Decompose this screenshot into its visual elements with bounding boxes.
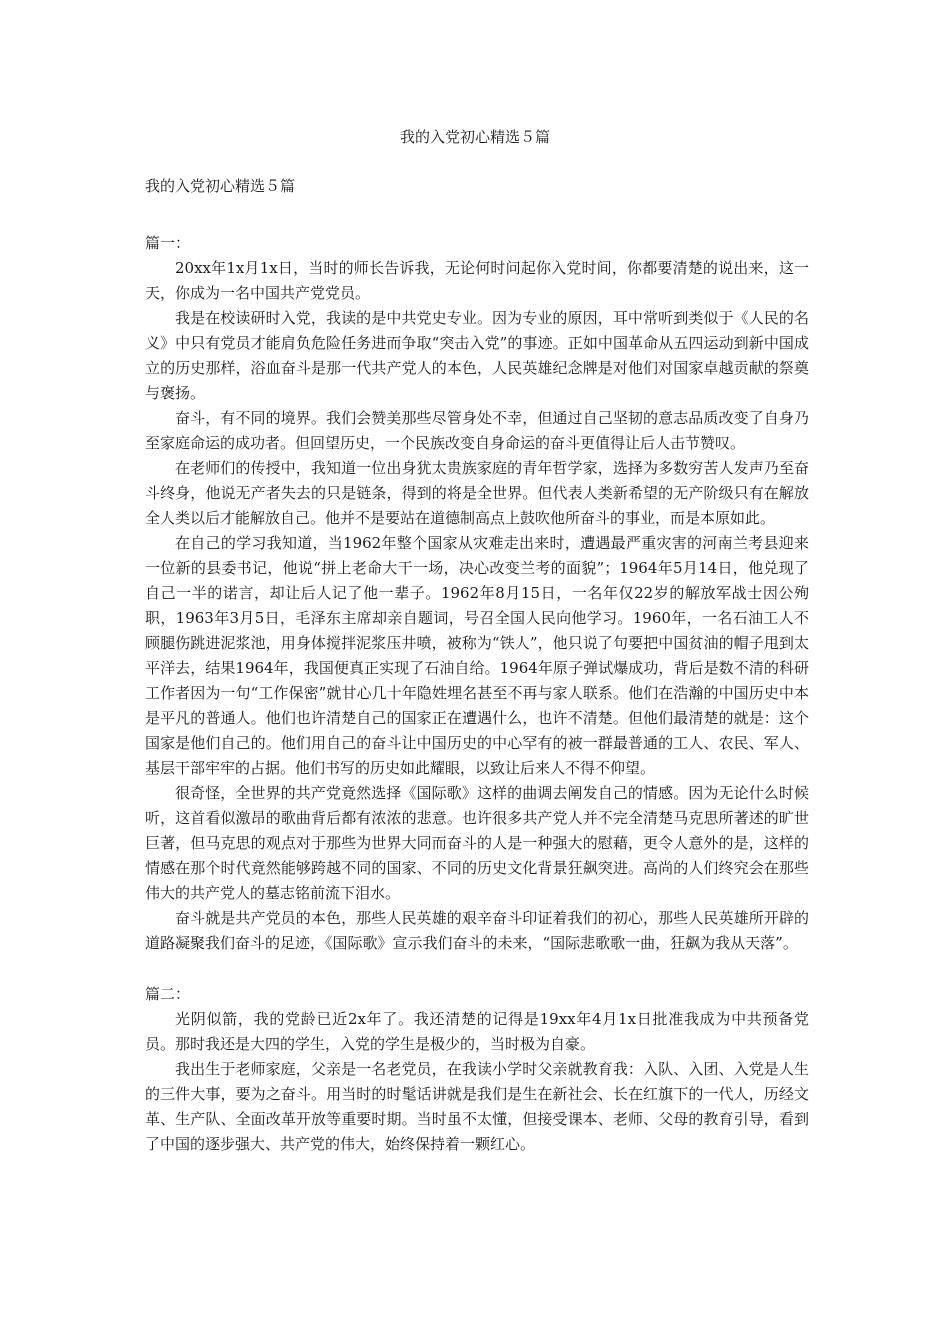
page-title: 我的入党初心精选５篇 [399,128,550,146]
section-label: 篇一： [145,234,191,252]
paragraph: 很奇怪，全世界的共产党竟然选择《国际歌》这样的曲调去阐发自己的情感。因为无论什么时候听，这首看似激昂的歌曲背后都有浓浓的悲意。也许很多共产党人并不完全清楚马克思所著述的旷世巨著，但马克思的观点对于那些为世界大同而奋斗的人是一种强大的慰藉，更令人意外的是，这样的情感在那个时代竟然能够跨越不同的国家、不同的历史文化背景狂飙突进。高尚的人们终究会在那些伟大的共产党人的墓志铭前流下泪水。 [145,784,809,902]
document-body [145,174,809,1183]
paragraph: 光阴似箭，我的党龄已近2x年了。我还清楚的记得是19xx年4月1x日批准我成为中共预备党员。那时我还是大四的学生，入党的学生是极少的，当时极为自豪。 [145,1010,809,1053]
paragraph: 奋斗就是共产党员的本色，那些人民英雄的艰辛奋斗印证着我们的初心，那些人民英雄所开辟的道路凝聚我们奋斗的足迹，《国际歌》宣示我们奋斗的未来，“国际悲歌歌一曲，狂飙为我从天落”。 [145,909,809,952]
section-2 [145,982,809,1157]
section-1 [145,231,809,956]
document-subtitle: 我的入党初心精选５篇 [145,177,296,195]
paragraph: 在老师们的传授中，我知道一位出身犹太贵族家庭的青年哲学家，选择为多数穷苦人发声乃至奋斗终身，他说无产者失去的只是链条，得到的将是全世界。但代表人类新希望的无产阶级只有在解放全人类以后才能解放自己。他并不是要站在道德制高点上鼓吹他所奋斗的事业，而是本原如此。 [145,459,809,527]
section-label: 篇二： [145,985,191,1003]
paragraph: 在自己的学习我知道，当1962年整个国家从灾难走出来时，遭遇最严重灾害的河南兰考县迎来一位新的县委书记，他说“拼上老命大干一场，决心改变兰考的面貌”；1964年5月14日，他兑现了自己一半的诺言，却让后人记了他一辈子。1962年8月15日，一名年仅22岁的解放军战士因公殉职，1963年3月5日，毛泽东主席却亲自题词，号召全国人民向他学习。1960年，一名石油工人不顾腿伤跳进泥浆池，用身体搅拌泥浆压井喷，被称为“铁人”，他只说了句要把中国贫油的帽子甩到太平洋去，结果1964年，我国便真正实现了石油自给。1964年原子弹试爆成功，背后是数不清的科研工作者因为一句“工作保密”就甘心几十年隐姓埋名甚至不再与家人联系。他们在浩瀚的中国历史中本是平凡的普通人。他们也许清楚自己的国家正在遭遇什么，也许不清楚。但他们最清楚的就是：这个国家是他们自己的。他们用自己的奋斗让中国历史的中心罕有的被一群最普通的工人、农民、军人、基层干部牢牢的占据。他们书写的历史如此耀眼，以致让后来人不得不仰望。 [145,534,809,777]
paragraph: 奋斗，有不同的境界。我们会赞美那些尽管身处不幸，但通过自己坚韧的意志品质改变了自身乃至家庭命运的成功者。但回望历史，一个民族改变自身命运的奋斗更值得让后人击节赞叹。 [145,409,809,452]
paragraph: 我是在校读研时入党，我读的是中共党史专业。因为专业的原因，耳中常听到类似于《人民的名义》中只有党员才能肩负危险任务进而争取“突击入党”的事迹。正如中国革命从五四运动到新中国成立的历史那样，浴血奋斗是那一代共产党人的本色，人民英雄纪念牌是对他们对国家卓越贡献的祭奠与褒扬。 [145,309,809,402]
paragraph: 我出生于老师家庭，父亲是一名老党员，在我读小学时父亲就教育我：入队、入团、入党是人生的三件大事，要为之奋斗。用当时的时髦话讲就是我们是生在新社会、长在红旗下的一代人，历经文革、生产队、全面改革开放等重要时期。当时虽不太懂，但接受课本、老师、父母的教育引导，看到了中国的逐步强大、共产党的伟大，始终保持着一颗红心。 [145,1060,809,1153]
paragraph: 20xx年1x月1x日，当时的师长告诉我，无论何时问起你入党时间，你都要清楚的说出来，这一天，你成为一名中国共产党党员。 [145,259,809,302]
